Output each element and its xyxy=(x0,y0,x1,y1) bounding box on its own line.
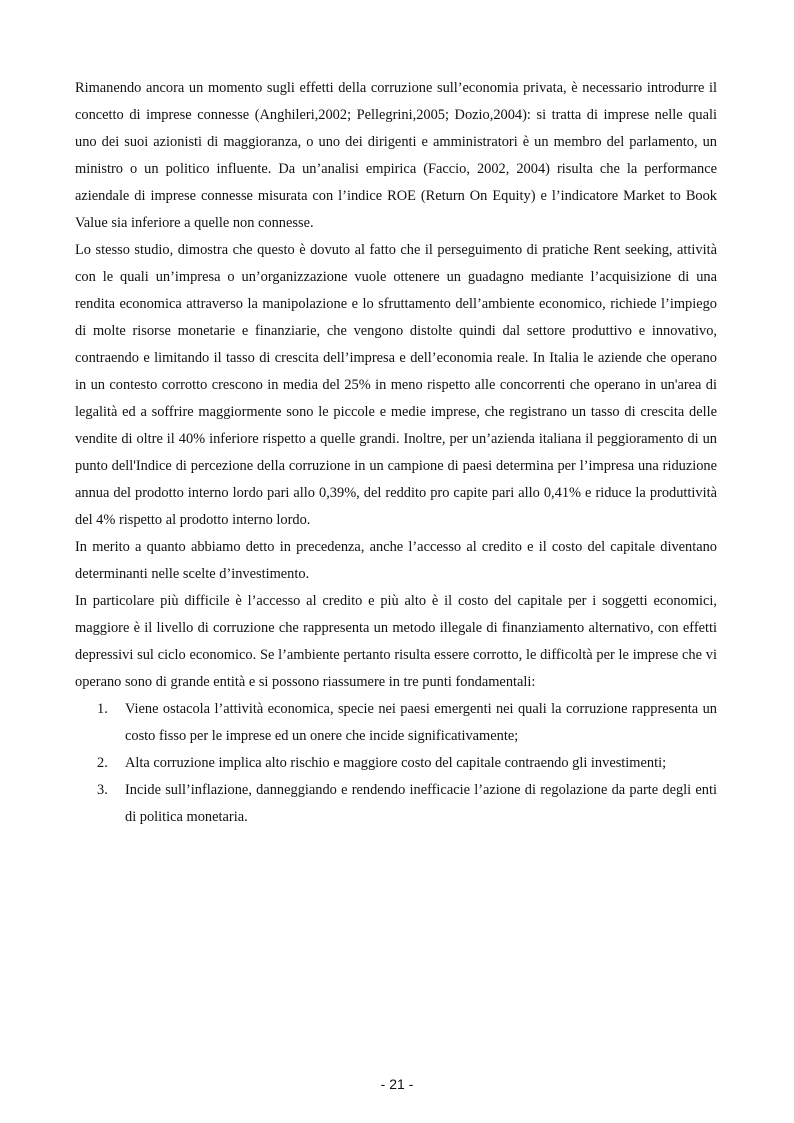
document-body xyxy=(75,75,717,831)
list-item-number: 1. xyxy=(97,701,108,717)
paragraph-credit-access: In merito a quanto abbiamo detto in precedenza, anche l’accesso al credito e il costo del capitale diventano determinanti nelle scelte d’investimento. xyxy=(75,539,717,582)
list-item xyxy=(75,696,717,750)
list-item-number: 2. xyxy=(97,755,108,771)
paragraph-connected-firms: Rimanendo ancora un momento sugli effetti della corruzione sull’economia privata, è necessario introdurre il concetto di imprese connesse (Anghileri,2002; Pellegrini,2005; Dozio,2004): si tratta di imprese nelle quali uno dei suoi azionisti di maggioranza, o uno dei dirigenti e amministratori è un membro del parlamento, un ministro o un politico influente. Da un’analisi empirica (Faccio, 2002, 2004) risulta che la performance aziendale di imprese connesse misurata con l’indice ROE (Return On Equity) e l’indicatore Market to Book Value sia inferiore a quelle non connesse. xyxy=(75,80,717,231)
paragraph-capital-cost: In particolare più difficile è l’accesso al credito e più alto è il costo del capitale per i soggetti economici, maggiore è il livello di corruzione che rappresenta un metodo illegale di finanziamento alternativo, con effetti depressivi sul ciclo economico. Se l’ambiente pertanto risulta essere corrotto, le difficoltà per le imprese che vi operano sono di grande entità e si possono riassumere in tre punti fondamentali: xyxy=(75,593,717,690)
list-item xyxy=(75,750,717,777)
list-item xyxy=(75,777,717,831)
page-number: - 21 - xyxy=(380,1076,414,1092)
paragraph-rent-seeking: Lo stesso studio, dimostra che questo è dovuto al fatto che il perseguimento di pratiche Rent seeking, attività con le quali un’impresa o un’organizzazione vuole ottenere un guadagno mediante l’acquisizione di una rendita economica attraverso la manipolazione e lo sfruttamento dell’ambiente economico, richiede l’impiego di molte risorse monetarie e finanziarie, che vengono distolte quindi dal settore produttivo e innovativo, contraendo e limitando il tasso di crescita dell’impresa e dell’economia reale. In Italia le aziende che operano in un contesto corrotto crescono in media del 25% in meno rispetto alle concorrenti che operano in un'area di legalità ed a soffrire maggiormente sono le piccole e medie imprese, che registrano un tasso di crescita delle vendite di oltre il 40% inferiore rispetto a quelle grandi. Inoltre, per un’azienda italiana il peggioramento di un punto dell'Indice di percezione della corruzione in un campione di paesi determina per l’impresa una riduzione annua del prodotto interno lordo pari allo 0,39%, del reddito pro capite pari allo 0,41% e riduce la produttività del 4% rispetto al prodotto interno lordo. xyxy=(75,242,717,528)
list-item-text: Viene ostacola l’attività economica, specie nei paesi emergenti nei quali la corruzione rappresenta un costo fisso per le imprese ed un onere che incide significativamente; xyxy=(125,701,717,744)
key-points-list xyxy=(75,696,717,831)
list-item-text: Alta corruzione implica alto rischio e maggiore costo del capitale contraendo gli investimenti; xyxy=(125,755,667,771)
list-item-number: 3. xyxy=(97,782,108,798)
list-item-text: Incide sull’inflazione, danneggiando e rendendo inefficacie l’azione di regolazione da parte degli enti di politica monetaria. xyxy=(125,782,717,825)
